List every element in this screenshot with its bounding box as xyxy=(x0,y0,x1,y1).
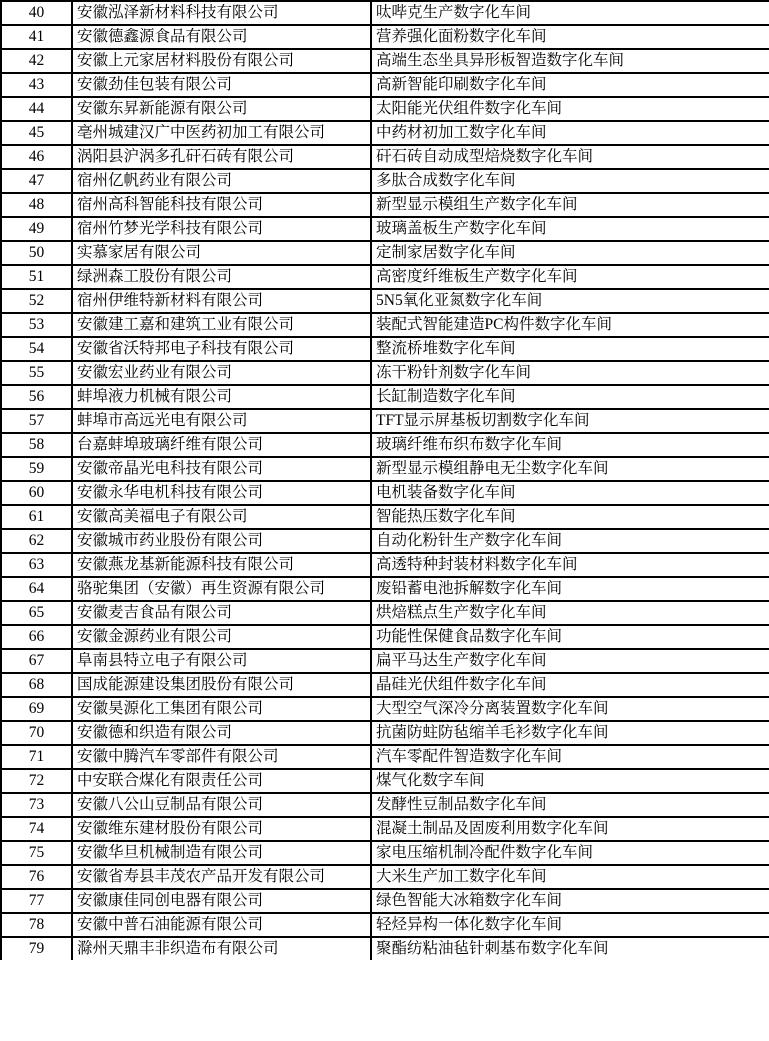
company-name-cell: 安徽省寿县丰茂农产品开发有限公司 xyxy=(72,865,371,889)
workshop-name-cell: 自动化粉针生产数字化车间 xyxy=(371,529,769,553)
table-row xyxy=(1,649,769,673)
row-number-cell: 48 xyxy=(1,193,72,217)
company-name-cell: 台嘉蚌埠玻璃纤维有限公司 xyxy=(72,433,371,457)
table-row xyxy=(1,625,769,649)
workshop-name-cell: 多肽合成数字化车间 xyxy=(371,169,769,193)
row-number-cell: 71 xyxy=(1,745,72,769)
workshop-name-cell: 整流桥堆数字化车间 xyxy=(371,337,769,361)
table-body xyxy=(1,1,769,960)
workshop-name-cell: 玻璃盖板生产数字化车间 xyxy=(371,217,769,241)
table-row xyxy=(1,913,769,937)
row-number-cell: 56 xyxy=(1,385,72,409)
workshop-name-cell: 矸石砖自动成型焙烧数字化车间 xyxy=(371,145,769,169)
company-name-cell: 实慕家居有限公司 xyxy=(72,241,371,265)
table-row xyxy=(1,1,769,25)
row-number-cell: 62 xyxy=(1,529,72,553)
workshop-name-cell: 太阳能光伏组件数字化车间 xyxy=(371,97,769,121)
company-name-cell: 安徽康佳同创电器有限公司 xyxy=(72,889,371,913)
workshop-name-cell: 混凝土制品及固废利用数字化车间 xyxy=(371,817,769,841)
company-name-cell: 宿州高科智能科技有限公司 xyxy=(72,193,371,217)
row-number-cell: 53 xyxy=(1,313,72,337)
workshop-name-cell: 冻干粉针剂数字化车间 xyxy=(371,361,769,385)
row-number-cell: 42 xyxy=(1,49,72,73)
company-name-cell: 安徽高美福电子有限公司 xyxy=(72,505,371,529)
company-name-cell: 安徽中腾汽车零部件有限公司 xyxy=(72,745,371,769)
row-number-cell: 44 xyxy=(1,97,72,121)
row-number-cell: 78 xyxy=(1,913,72,937)
workshop-name-cell: 发酵性豆制品数字化车间 xyxy=(371,793,769,817)
workshop-name-cell: 家电压缩机制冷配件数字化车间 xyxy=(371,841,769,865)
row-number-cell: 79 xyxy=(1,937,72,960)
workshop-name-cell: 新型显示模组静电无尘数字化车间 xyxy=(371,457,769,481)
workshop-name-cell: 5N5氧化亚氮数字化车间 xyxy=(371,289,769,313)
workshop-name-cell: TFT显示屏基板切割数字化车间 xyxy=(371,409,769,433)
table-row xyxy=(1,529,769,553)
row-number-cell: 60 xyxy=(1,481,72,505)
row-number-cell: 49 xyxy=(1,217,72,241)
table-row xyxy=(1,121,769,145)
company-name-cell: 安徽泓泽新材料科技有限公司 xyxy=(72,1,371,25)
company-name-cell: 中安联合煤化有限责任公司 xyxy=(72,769,371,793)
workshop-name-cell: 汽车零配件智造数字化车间 xyxy=(371,745,769,769)
company-name-cell: 安徽八公山豆制品有限公司 xyxy=(72,793,371,817)
workshop-name-cell: 功能性保健食品数字化车间 xyxy=(371,625,769,649)
table-row xyxy=(1,817,769,841)
table-row xyxy=(1,745,769,769)
row-number-cell: 75 xyxy=(1,841,72,865)
workshop-name-cell: 抗菌防蛀防毡缩羊毛衫数字化车间 xyxy=(371,721,769,745)
company-name-cell: 安徽燕龙基新能源科技有限公司 xyxy=(72,553,371,577)
table-row xyxy=(1,481,769,505)
row-number-cell: 50 xyxy=(1,241,72,265)
row-number-cell: 73 xyxy=(1,793,72,817)
company-name-cell: 阜南县特立电子有限公司 xyxy=(72,649,371,673)
workshop-name-cell: 煤气化数字车间 xyxy=(371,769,769,793)
company-name-cell: 安徽德鑫源食品有限公司 xyxy=(72,25,371,49)
company-name-cell: 安徽城市药业股份有限公司 xyxy=(72,529,371,553)
company-name-cell: 安徽上元家居材料股份有限公司 xyxy=(72,49,371,73)
company-name-cell: 涡阳县沪涡多孔矸石砖有限公司 xyxy=(72,145,371,169)
row-number-cell: 57 xyxy=(1,409,72,433)
table-row xyxy=(1,553,769,577)
workshop-name-cell: 高密度纤维板生产数字化车间 xyxy=(371,265,769,289)
company-name-cell: 安徽金源药业有限公司 xyxy=(72,625,371,649)
table-row xyxy=(1,289,769,313)
company-name-cell: 骆驼集团（安徽）再生资源有限公司 xyxy=(72,577,371,601)
table-row xyxy=(1,217,769,241)
table-row xyxy=(1,793,769,817)
row-number-cell: 45 xyxy=(1,121,72,145)
table-row xyxy=(1,241,769,265)
row-number-cell: 61 xyxy=(1,505,72,529)
row-number-cell: 77 xyxy=(1,889,72,913)
row-number-cell: 72 xyxy=(1,769,72,793)
row-number-cell: 46 xyxy=(1,145,72,169)
workshop-name-cell: 高新智能印刷数字化车间 xyxy=(371,73,769,97)
row-number-cell: 43 xyxy=(1,73,72,97)
row-number-cell: 67 xyxy=(1,649,72,673)
table-row xyxy=(1,193,769,217)
row-number-cell: 76 xyxy=(1,865,72,889)
workshop-name-cell: 装配式智能建造PC构件数字化车间 xyxy=(371,313,769,337)
company-name-cell: 安徽德和织造有限公司 xyxy=(72,721,371,745)
workshop-name-cell: 中药材初加工数字化车间 xyxy=(371,121,769,145)
table-row xyxy=(1,385,769,409)
table-row xyxy=(1,313,769,337)
company-name-cell: 安徽华旦机械制造有限公司 xyxy=(72,841,371,865)
table-row xyxy=(1,769,769,793)
company-name-cell: 滁州天鼎丰非织造布有限公司 xyxy=(72,937,371,960)
table-row xyxy=(1,169,769,193)
workshop-name-cell: 呔哔克生产数字化车间 xyxy=(371,1,769,25)
table-row xyxy=(1,697,769,721)
company-name-cell: 国成能源建设集团股份有限公司 xyxy=(72,673,371,697)
row-number-cell: 47 xyxy=(1,169,72,193)
workshop-name-cell: 绿色智能大冰箱数字化车间 xyxy=(371,889,769,913)
company-name-cell: 安徽维东建材股份有限公司 xyxy=(72,817,371,841)
workshop-name-cell: 新型显示模组生产数字化车间 xyxy=(371,193,769,217)
company-name-cell: 宿州竹梦光学科技有限公司 xyxy=(72,217,371,241)
row-number-cell: 55 xyxy=(1,361,72,385)
row-number-cell: 52 xyxy=(1,289,72,313)
company-name-cell: 蚌埠市高远光电有限公司 xyxy=(72,409,371,433)
table-row xyxy=(1,97,769,121)
workshop-name-cell: 高透特种封装材料数字化车间 xyxy=(371,553,769,577)
workshop-name-cell: 智能热压数字化车间 xyxy=(371,505,769,529)
table-row xyxy=(1,73,769,97)
table-row xyxy=(1,145,769,169)
company-name-cell: 安徽宏业药业有限公司 xyxy=(72,361,371,385)
table-row xyxy=(1,601,769,625)
row-number-cell: 68 xyxy=(1,673,72,697)
table-row xyxy=(1,577,769,601)
workshop-name-cell: 烘焙糕点生产数字化车间 xyxy=(371,601,769,625)
workshop-name-cell: 聚酯纺粘油毡针刺基布数字化车间 xyxy=(371,937,769,960)
table-row xyxy=(1,505,769,529)
table-row xyxy=(1,721,769,745)
workshop-name-cell: 营养强化面粉数字化车间 xyxy=(371,25,769,49)
workshop-name-cell: 玻璃纤维布织布数字化车间 xyxy=(371,433,769,457)
row-number-cell: 69 xyxy=(1,697,72,721)
row-number-cell: 66 xyxy=(1,625,72,649)
table-row xyxy=(1,25,769,49)
workshop-name-cell: 电机装备数字化车间 xyxy=(371,481,769,505)
row-number-cell: 54 xyxy=(1,337,72,361)
workshop-name-cell: 高端生态坐具异形板智造数字化车间 xyxy=(371,49,769,73)
workshop-name-cell: 废铅蓄电池拆解数字化车间 xyxy=(371,577,769,601)
row-number-cell: 51 xyxy=(1,265,72,289)
row-number-cell: 58 xyxy=(1,433,72,457)
company-name-cell: 安徽东昇新能源有限公司 xyxy=(72,97,371,121)
workshop-name-cell: 定制家居数字化车间 xyxy=(371,241,769,265)
workshop-name-cell: 长缸制造数字化车间 xyxy=(371,385,769,409)
workshop-name-cell: 轻烃异构一体化数字化车间 xyxy=(371,913,769,937)
row-number-cell: 40 xyxy=(1,1,72,25)
workshop-name-cell: 大型空气深冷分离装置数字化车间 xyxy=(371,697,769,721)
company-name-cell: 安徽建工嘉和建筑工业有限公司 xyxy=(72,313,371,337)
row-number-cell: 64 xyxy=(1,577,72,601)
table-row xyxy=(1,337,769,361)
workshop-name-cell: 扁平马达生产数字化车间 xyxy=(371,649,769,673)
table-row xyxy=(1,457,769,481)
workshop-name-cell: 大米生产加工数字化车间 xyxy=(371,865,769,889)
company-name-cell: 安徽麦吉食品有限公司 xyxy=(72,601,371,625)
company-name-cell: 蚌埠液力机械有限公司 xyxy=(72,385,371,409)
company-name-cell: 安徽昊源化工集团有限公司 xyxy=(72,697,371,721)
row-number-cell: 59 xyxy=(1,457,72,481)
company-name-cell: 安徽省沃特邦电子科技有限公司 xyxy=(72,337,371,361)
row-number-cell: 63 xyxy=(1,553,72,577)
table-row xyxy=(1,841,769,865)
row-number-cell: 74 xyxy=(1,817,72,841)
company-name-cell: 安徽中普石油能源有限公司 xyxy=(72,913,371,937)
table-row xyxy=(1,889,769,913)
table-row xyxy=(1,433,769,457)
company-name-cell: 绿洲森工股份有限公司 xyxy=(72,265,371,289)
row-number-cell: 65 xyxy=(1,601,72,625)
table-row xyxy=(1,49,769,73)
company-name-cell: 安徽劲佳包装有限公司 xyxy=(72,73,371,97)
row-number-cell: 41 xyxy=(1,25,72,49)
company-name-cell: 安徽帝晶光电科技有限公司 xyxy=(72,457,371,481)
table-row xyxy=(1,937,769,960)
table-row xyxy=(1,673,769,697)
table-row xyxy=(1,361,769,385)
company-name-cell: 宿州伊维特新材料有限公司 xyxy=(72,289,371,313)
company-name-cell: 宿州亿帆药业有限公司 xyxy=(72,169,371,193)
table-row xyxy=(1,265,769,289)
workshop-name-cell: 晶硅光伏组件数字化车间 xyxy=(371,673,769,697)
company-name-cell: 安徽永华电机科技有限公司 xyxy=(72,481,371,505)
company-name-cell: 亳州城建汉广中医药初加工有限公司 xyxy=(72,121,371,145)
table-row xyxy=(1,865,769,889)
row-number-cell: 70 xyxy=(1,721,72,745)
table-row xyxy=(1,409,769,433)
